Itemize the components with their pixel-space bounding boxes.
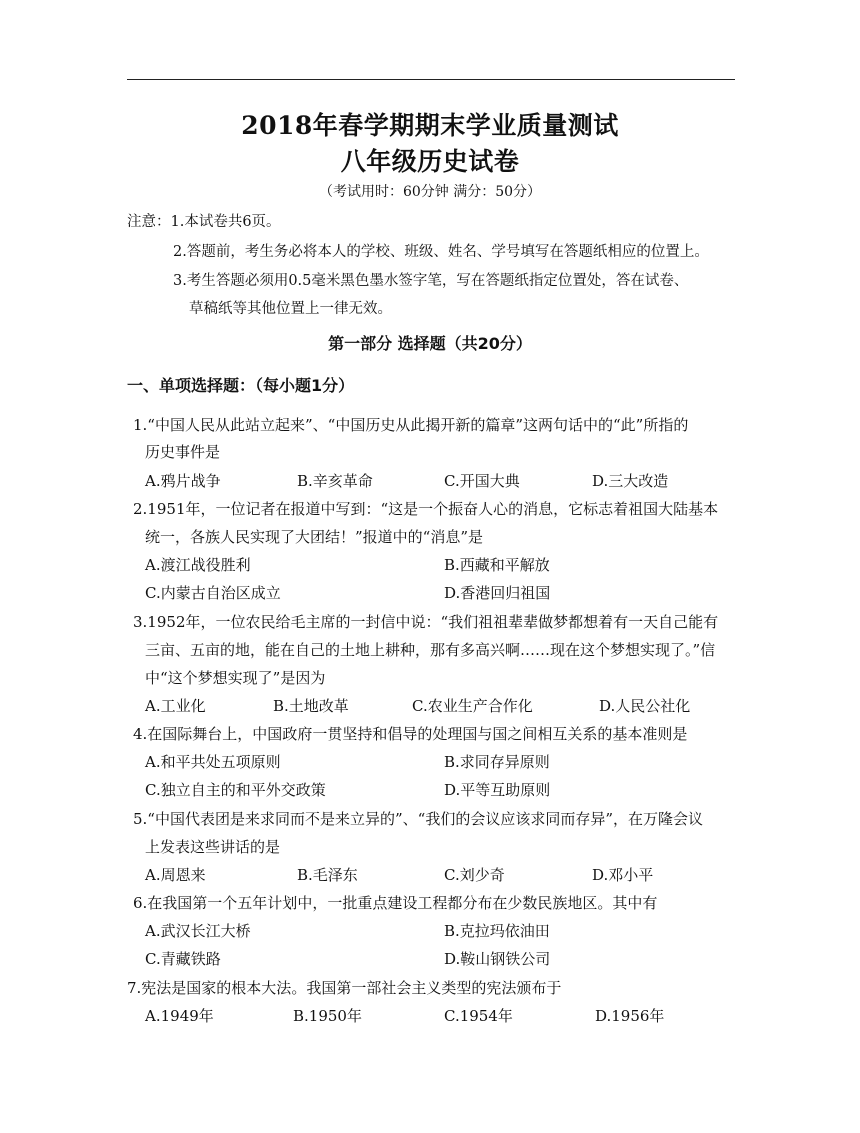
option: B.克拉玛依油田 <box>444 922 550 940</box>
option: C.刘少奇 <box>444 866 505 884</box>
option: C.内蒙古自治区成立 <box>145 584 281 602</box>
option: C.农业生产合作化 <box>412 697 533 715</box>
option: B.求同存异原则 <box>444 753 550 771</box>
option: B.西藏和平解放 <box>444 556 550 574</box>
option: D.邓小平 <box>592 866 654 884</box>
option: A.武汉长江大桥 <box>145 922 251 940</box>
option: D.1956年 <box>595 1007 665 1025</box>
option: B.1950年 <box>293 1007 362 1025</box>
option: D.平等互助原则 <box>444 781 551 799</box>
question-stem: 中“这个梦想实现了”是因为 <box>145 669 326 687</box>
option: C.青藏铁路 <box>145 950 221 968</box>
part-title: 一、单项选择题：（每小题1分） <box>127 376 355 395</box>
option: C.开国大典 <box>444 472 520 490</box>
option: A.1949年 <box>145 1007 214 1025</box>
option: A.工业化 <box>145 697 206 715</box>
question-stem: 6.在我国第一个五年计划中，一批重点建设工程都分布在少数民族地区。其中有 <box>133 894 658 912</box>
exam-title: 2018年春学期期末学业质量测试 <box>241 111 619 140</box>
option: A.渡江战役胜利 <box>145 556 251 574</box>
option: A.周恩来 <box>145 866 206 884</box>
exam-subtitle: 八年级历史试卷 <box>340 147 520 176</box>
option: B.土地改革 <box>273 697 349 715</box>
option: D.香港回归祖国 <box>444 584 551 602</box>
note-line: 3.考生答题必须用0.5毫米黑色墨水签字笔，写在答题纸指定位置处，答在试卷、 <box>173 273 689 289</box>
question-stem: 5.“中国代表团是来求同而不是来立异的”、“我们的会议应该求同而存异”，在万隆会议 <box>133 810 703 828</box>
question-stem: 统一，各族人民实现了大团结！”报道中的“消息”是 <box>145 528 484 546</box>
option: B.辛亥革命 <box>297 472 373 490</box>
note-line: 草稿纸等其他位置上一律无效。 <box>189 301 392 317</box>
question-stem: 7.宪法是国家的根本大法。我国第一部社会主义类型的宪法颁布于 <box>127 979 562 997</box>
section-title: 第一部分 选择题（共20分） <box>328 334 532 353</box>
option: D.人民公社化 <box>599 697 691 715</box>
question-stem: 3.1952年，一位农民给毛主席的一封信中说：“我们祖祖辈辈做梦都想着有一天自己能有 <box>133 613 719 631</box>
question-stem: 2.1951年，一位记者在报道中写到：“这是一个振奋人心的消息，它标志着祖国大陆基本 <box>133 500 719 518</box>
header-rule <box>127 79 735 80</box>
note-line: 2.答题前，考生务必将本人的学校、班级、姓名、学号填写在答题纸相应的位置上。 <box>173 244 709 260</box>
option: C.1954年 <box>444 1007 513 1025</box>
question-stem: 上发表这些讲话的是 <box>145 838 281 856</box>
question-stem: 4.在国际舞台上，中国政府一贯坚持和倡导的处理国与国之间相互关系的基本准则是 <box>133 725 688 743</box>
option: B.毛泽东 <box>297 866 358 884</box>
option: C.独立自主的和平外交政策 <box>145 781 326 799</box>
question-stem: 历史事件是 <box>145 443 221 461</box>
option: A.和平共处五项原则 <box>145 753 281 771</box>
option: D.鞍山钢铁公司 <box>444 950 551 968</box>
note-line: 注意：1.本试卷共6页。 <box>127 214 281 230</box>
option: D.三大改造 <box>592 472 669 490</box>
exam-info: （考试用时：60分钟 满分：50分） <box>318 184 542 200</box>
option: A.鸦片战争 <box>145 472 221 490</box>
question-stem: 三亩、五亩的地，能在自己的土地上耕种，那有多高兴啊……现在这个梦想实现了。”信 <box>145 641 716 659</box>
question-stem: 1.“中国人民从此站立起来”、“中国历史从此揭开新的篇章”这两句话中的“此”所指的 <box>133 416 689 434</box>
